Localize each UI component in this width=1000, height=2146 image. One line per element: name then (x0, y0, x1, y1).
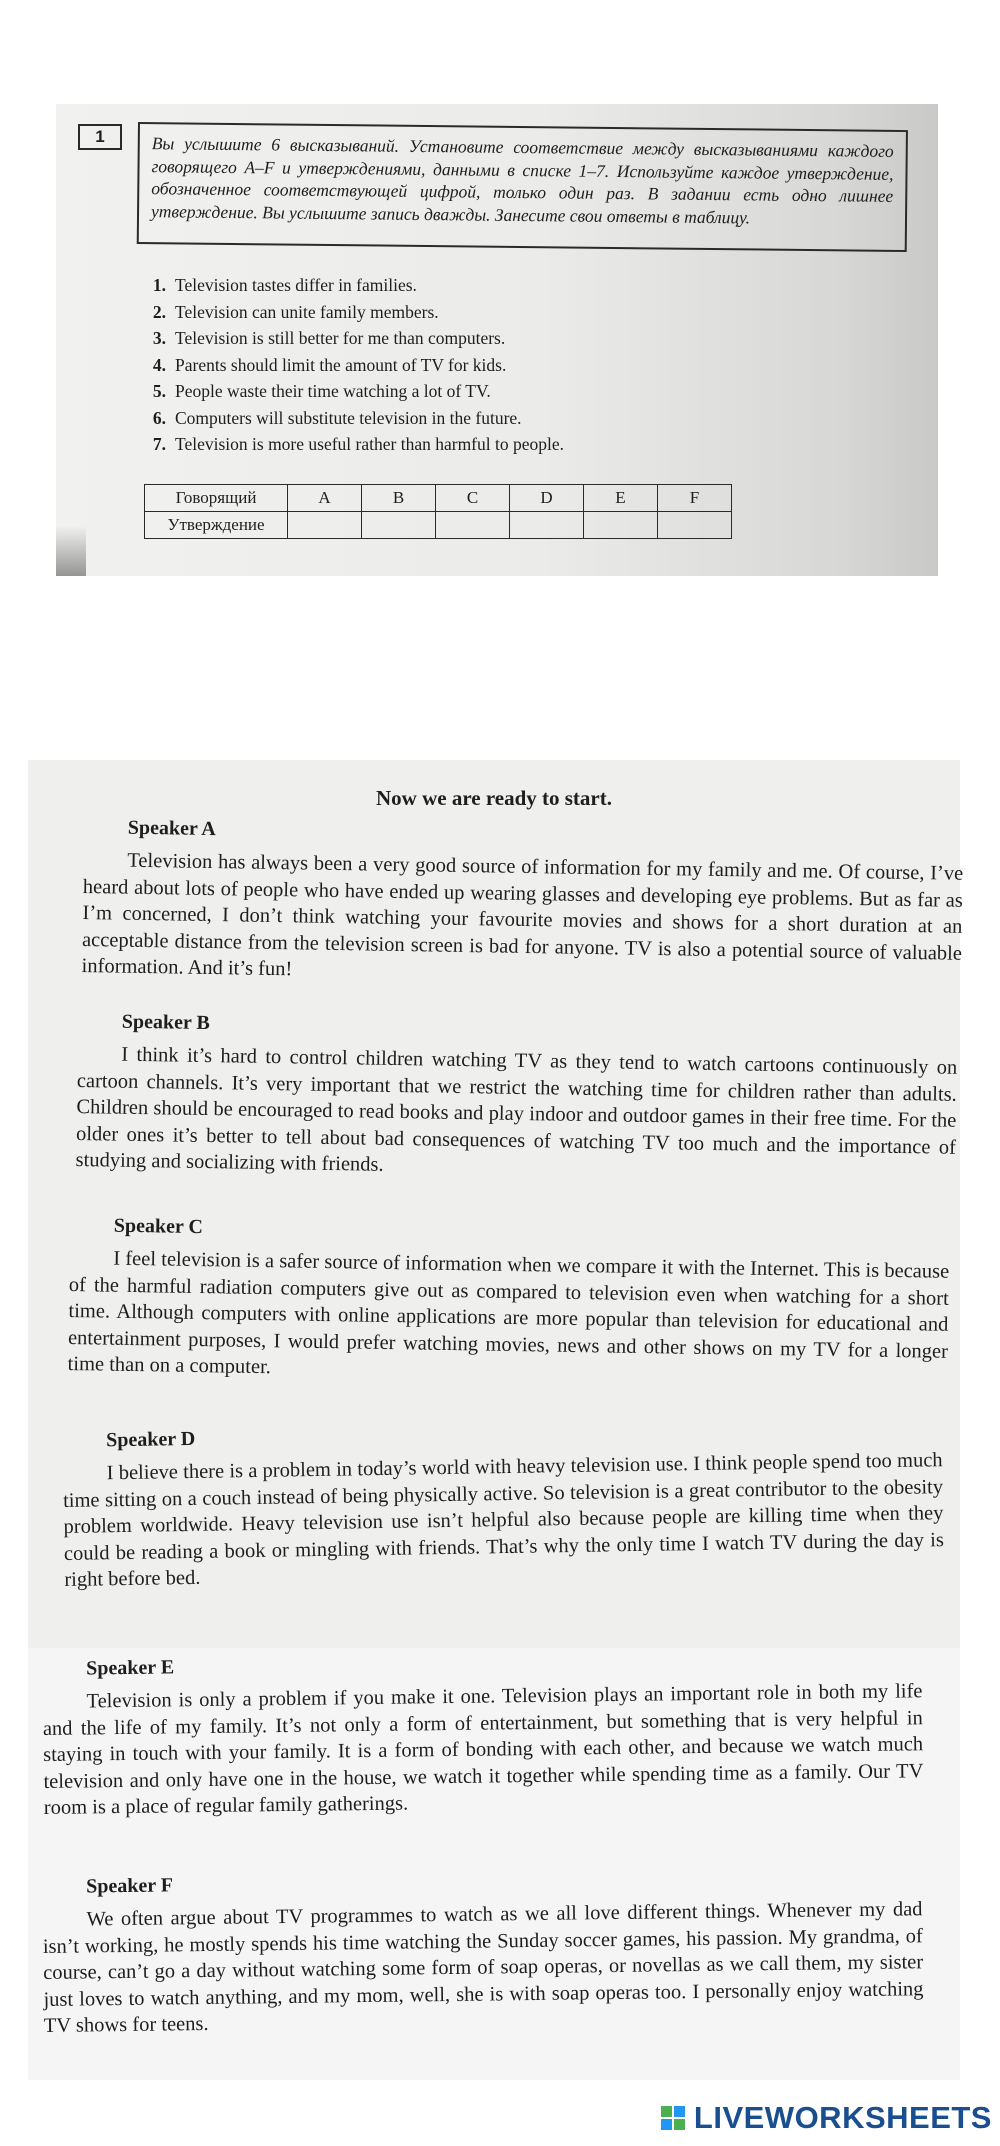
statement-text: Computers will substitute television in the future. (175, 407, 522, 428)
speaker-name: Speaker A (127, 816, 216, 841)
statement-text: Television is more useful rather than harmful to people. (175, 434, 565, 454)
speaker-f-block (42, 1865, 944, 2039)
speaker-d-block (62, 1416, 964, 1594)
speaker-text: Television is only a problem if you make it one. Television plays an important role in both my life and the life of my family. It’s not only a form of entertainment, but something that is very helpful in staying in touch with your family. It is a form of bonding with each other, and because we watch much television and only have one in the house, we watch it together while spending time as a family. Our TV room is a place of regular family gatherings. (42, 1680, 924, 1819)
transcript-title: Now we are ready to start. (376, 786, 612, 810)
answer-table (144, 484, 732, 539)
statement-text: Television tastes differ in families. (175, 275, 417, 295)
speaker-text: I think it’s hard to control children watching TV as they tend to watch cartoons continuously on cartoon channels. It’s very important that we restrict the watching time for children rather than adults. Children should be encouraged to read books and play indoor and outdoor games in their free time. For the older ones it’s better to tell about bad consequences of watching TV too much and the importance of studying and socializing with friends. (75, 1043, 958, 1176)
statement-item (140, 378, 564, 405)
task-photo (56, 104, 938, 576)
speaker-c-block (67, 1214, 969, 1392)
statement-text: Television is still better for me than computers. (175, 328, 506, 348)
speaker-header-d: D (510, 485, 584, 512)
speaker-a-block (81, 816, 983, 994)
statement-item (140, 272, 564, 299)
speaker-header-f: F (658, 485, 732, 512)
statement-number: 7. (152, 434, 166, 454)
statement-text: Television can unite family members. (175, 301, 439, 322)
speaker-text: We often argue about TV programmes to watch as we all love different things. Whenever my dad isn’t working, he mostly spends his time watching the Sunday soccer games, his passion. My grandma, of course, can’t go a day without watching some form of soap operas, or novellas as we call them, my sister just loves to watch anything, and my mom, well, she is with soap operas too. I personally enjoy watching TV shows for teens. (42, 1898, 924, 2037)
statement-text: Parents should limit the amount of TV for kids. (175, 354, 507, 375)
answer-cell-e[interactable] (584, 512, 658, 539)
answer-cell-d[interactable] (510, 512, 584, 539)
answer-row (145, 512, 732, 539)
statement-text: People waste their time watching a lot of TV. (175, 381, 491, 401)
statement-number: 4. (152, 354, 166, 375)
task-number: 1 (78, 124, 122, 150)
speaker-header-b: B (362, 485, 436, 512)
speaker-name: Speaker B (121, 1010, 210, 1035)
liveworksheets-logo-icon (660, 2104, 688, 2132)
statement-item (140, 299, 564, 326)
statement-item (140, 431, 564, 458)
answer-cell-f[interactable] (658, 512, 732, 539)
speaker-header-c: C (436, 485, 510, 512)
brand-name: LIVEWORKSHEETS (693, 2100, 992, 2135)
answer-row-label: Утверждение (145, 512, 288, 539)
liveworksheets-brand[interactable] (660, 2098, 992, 2138)
statement-number: 5. (152, 381, 166, 401)
statements-list (140, 272, 564, 458)
speaker-row-label: Говорящий (145, 485, 288, 512)
speaker-text: I feel television is a safer source of information when we compare it with the Internet. This is because of the harmful radiation computers give out as compared to television even when watching for a short time. Although computers with online applications are more popular than television for educational and entertainment purposes, I would prefer watching movies, news and other shows on my TV for a longer time than on a computer. (67, 1247, 950, 1379)
statement-item (140, 325, 564, 352)
statement-item (140, 352, 564, 379)
speaker-name: Speaker F (85, 1874, 174, 1898)
speaker-row (145, 485, 732, 512)
task-instruction: Вы услышите 6 высказываний. Установите соответствие между высказываниями каждого говорящего A–F и утверждениями, данными в списке 1–7. Используйте каждое утверждение, обозначенное соответствующей цифрой, только один раз. В задании есть одно лишнее утверждение. Вы услышите запись дважды. Занесите свои ответы в таблицу. (137, 122, 908, 252)
speaker-text: Television has always been a very good source of information for my family and me. Of course, I’ve heard about lots of people who have ended up wearing glasses and developing eye problems. But as far as I’m concerned, I don’t think watching your favourite movies and shows for a short duration at an acceptable distance from the television screen is bad for anyone. TV is also a potential source of valuable information. And it’s fun! (81, 849, 964, 981)
speaker-b-block (75, 1010, 977, 1188)
answer-cell-c[interactable] (436, 512, 510, 539)
statement-number: 3. (152, 328, 166, 348)
statement-item (140, 405, 564, 432)
speaker-name: Speaker D (105, 1427, 196, 1452)
statement-number: 6. (152, 407, 166, 428)
speaker-text: I believe there is a problem in today’s world with heavy television use. I think people spend too much time sitting on a couch instead of being physically active. So television is a great contributor to the obesity problem worldwide. Heavy television use isn’t helpful also because people are killing time when they could be reading a book or mingling with friends. That’s why the only time I watch TV during the day is right before bed. (62, 1449, 945, 1591)
statement-number: 1. (152, 275, 166, 295)
speaker-e-block (42, 1647, 944, 1821)
speaker-name: Speaker C (113, 1214, 204, 1239)
transcript-photo (28, 760, 964, 2080)
statement-number: 2. (152, 301, 166, 322)
speaker-name: Speaker E (85, 1656, 175, 1680)
answer-cell-b[interactable] (362, 512, 436, 539)
speaker-header-e: E (584, 485, 658, 512)
speaker-header-a: A (288, 485, 362, 512)
answer-cell-a[interactable] (288, 512, 362, 539)
